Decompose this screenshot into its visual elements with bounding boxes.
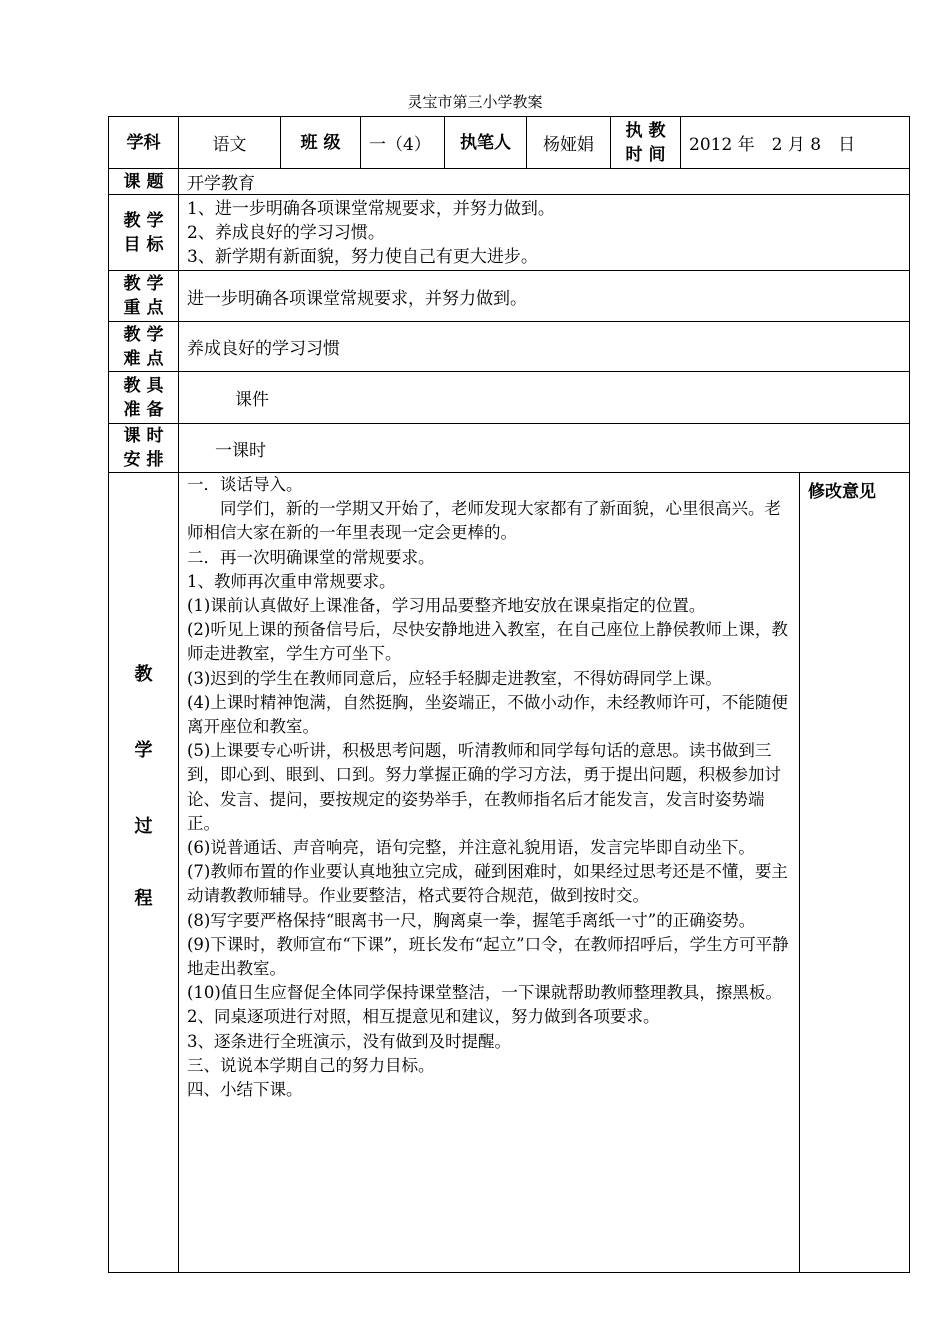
- goals-label-line-1: 教 学: [123, 210, 164, 231]
- process-paragraph: 3、逐条进行全班演示，没有做到及时提醒。: [187, 1031, 511, 1051]
- key-points-label-line-1: 教 学: [123, 274, 164, 294]
- schedule-value: 一课时: [179, 424, 910, 473]
- process-paragraph: (1)课前认真做好上课准备，学习用品要整齐地安放在课桌指定的位置。: [187, 596, 706, 616]
- subject-label: 学科: [109, 117, 179, 169]
- process-paragraph: 二．再一次明确课堂的常规要求。: [187, 547, 435, 567]
- header-row: [109, 117, 910, 169]
- schedule-label-line-2: 安 排: [123, 450, 164, 470]
- process-paragraph: (5)上课要专心听讲，积极思考问题，听清教师和同学每句话的意思。读书做到三到，即心到、眼到、口到。努力掌握正确的学习方法，勇于提出问题，积极参加讨论、发言、提问，要按规定的姿势举手，在教师指名后才能发言，发言时姿势端正。: [187, 741, 781, 833]
- schedule-row: [109, 424, 910, 473]
- process-paragraph: (7)教师布置的作业要认真地独立完成，碰到困难时，如果经过思考还是不懂，要主动请教教师辅导。作业要整洁，格式要符合规范，做到按时交。: [187, 862, 788, 906]
- process-paragraph: 四、小结下课。: [187, 1080, 303, 1100]
- process-label-char: 程: [134, 887, 153, 909]
- schedule-label: [109, 424, 179, 473]
- class-value: 一（4）: [361, 117, 445, 169]
- materials-row: [109, 372, 910, 424]
- process-paragraph: (9)下课时，教师宣布“下课”，班长发布“起立”口令，在教师招呼后，学生方可平静地走出教室。: [187, 934, 789, 979]
- process-paragraph: 1、教师再次重申常规要求。: [187, 571, 396, 591]
- materials-label-line-1: 教 具: [123, 375, 164, 396]
- time-label: [611, 117, 681, 169]
- process-paragraph: (4)上课时精神饱满，自然挺胸，坐姿端正，不做小动作，未经教师许可，不能随便离开座位和教室。: [187, 692, 788, 737]
- time-label-line-2: 时 间: [625, 144, 666, 165]
- schedule-label-line-1: 课 时: [123, 426, 164, 446]
- process-paragraph: 同学们，新的一学期又开始了，老师发现大家都有了新面貌，心里很高兴。老师相信大家在新的一年里表现一定会更棒的。: [187, 499, 781, 543]
- goal-item: 2、养成良好的学习习惯。: [187, 223, 385, 243]
- time-label-line-1: 执 教: [625, 120, 666, 141]
- process-paragraph: 一．谈话导入。: [187, 475, 303, 494]
- key-points-row: [109, 271, 910, 322]
- materials-value: 课件: [179, 372, 910, 424]
- process-paragraph: 三、说说本学期自己的努力目标。: [187, 1055, 435, 1075]
- key-points-label: [109, 271, 179, 322]
- goals-label: [109, 195, 179, 271]
- process-label-char: 学: [134, 739, 153, 761]
- topic-label: 课 题: [109, 169, 179, 195]
- process-label-char: 过: [134, 815, 153, 837]
- subject-value: 语文: [179, 117, 281, 169]
- page-title: 灵宝市第三小学教案: [407, 93, 543, 111]
- revision-label: 修改意见: [808, 482, 876, 502]
- process-paragraph: (8)写字要严格保持“眼离书一尺，胸离桌一拳，握笔手离纸一寸”的正确姿势。: [187, 910, 756, 930]
- author-value: 杨娅娟: [527, 117, 611, 169]
- difficulties-row: [109, 322, 910, 372]
- materials-label: [109, 372, 179, 424]
- materials-label-line-2: 准 备: [123, 399, 164, 420]
- time-value: 2012 年 2 月 8 日: [681, 117, 910, 169]
- revision-notes-column: [800, 473, 910, 1273]
- goal-item: 3、新学期有新面貌，努力使自己有更大进步。: [187, 247, 538, 267]
- goals-label-line-2: 目 标: [123, 234, 164, 255]
- topic-row: [109, 169, 910, 195]
- class-label: 班 级: [281, 117, 361, 169]
- key-points-label-line-2: 重 点: [123, 298, 164, 318]
- key-points-value: 进一步明确各项课堂常规要求，并努力做到。: [179, 271, 910, 322]
- goals-row: [109, 195, 910, 271]
- process-row: [109, 473, 910, 1273]
- process-paragraph: (2)听见上课的预备信号后，尽快安静地进入教室，在自己座位上静侯教师上课，教师走进教室，学生方可坐下。: [187, 620, 788, 664]
- difficulties-label-line-2: 难 点: [123, 348, 164, 369]
- process-paragraph: (3)迟到的学生在教师同意后，应轻手轻脚走进教室，不得妨碍同学上课。: [187, 668, 722, 688]
- process-label: [109, 473, 179, 1273]
- lesson-plan-table: [108, 116, 910, 1273]
- process-content: [179, 473, 800, 1273]
- process-paragraph: (6)说普通话、声音响亮，语句完整，并注意礼貌用语，发言完毕即自动坐下。: [187, 838, 755, 858]
- difficulties-value: 养成良好的学习习惯: [179, 322, 910, 372]
- topic-value: 开学教育: [179, 169, 910, 195]
- process-paragraph: (10)值日生应督促全体同学保持课堂整洁，一下课就帮助教师整理教具，擦黑板。: [187, 983, 782, 1003]
- goal-item: 1、进一步明确各项课堂常规要求，并努力做到。: [187, 199, 555, 219]
- process-label-char: 教: [134, 663, 153, 685]
- difficulties-label-line-1: 教 学: [123, 324, 164, 345]
- goals-list: [179, 195, 910, 271]
- process-paragraph: 2、同桌逐项进行对照，相互提意见和建议，努力做到各项要求。: [187, 1007, 660, 1027]
- author-label: 执笔人: [445, 117, 527, 169]
- difficulties-label: [109, 322, 179, 372]
